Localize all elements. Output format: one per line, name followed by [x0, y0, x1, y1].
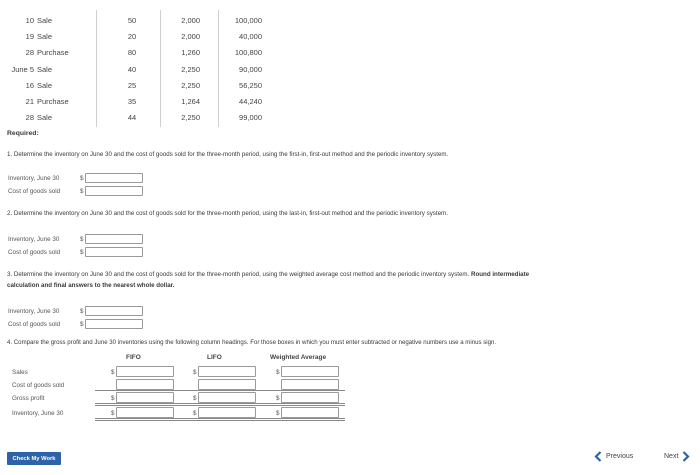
- fifo-gross-profit-input[interactable]: [116, 392, 174, 403]
- dollar-sign: $: [193, 410, 197, 417]
- cell-total: 56,250: [239, 81, 262, 90]
- dollar-sign: $: [193, 395, 197, 402]
- table-divider: [96, 10, 97, 127]
- cell-unit-cost: 2,000: [181, 16, 200, 25]
- cell-total: 44,240: [239, 97, 262, 106]
- cell-unit-cost: 1,264: [181, 97, 200, 106]
- q1-cogs-input[interactable]: [85, 186, 143, 196]
- cell-type: Sale: [37, 65, 53, 74]
- fifo-cogs-input[interactable]: [116, 379, 174, 390]
- dollar-sign: $: [80, 236, 84, 243]
- subtotal-rule: [95, 390, 345, 391]
- row-label-cogs: Cost of goods sold: [12, 382, 65, 389]
- cell-units: 20: [127, 32, 137, 41]
- previous-label: Previous: [606, 453, 634, 460]
- cell-date: 21: [25, 97, 34, 106]
- dollar-sign: $: [111, 395, 115, 402]
- cell-total: 100,000: [234, 16, 262, 25]
- q3-cogs-input[interactable]: [85, 319, 143, 329]
- q1-cogs-label: Cost of goods sold: [8, 188, 61, 195]
- dollar-sign: $: [80, 188, 84, 195]
- q1-inventory-input[interactable]: [85, 173, 143, 183]
- cell-date: June 5: [11, 65, 34, 74]
- cell-date: 28: [25, 113, 34, 122]
- question-2-text: 2. Determine the inventory on June 30 and the cost of goods sold for the three-month period, using the last-in, first-out method and the periodic inventory system.: [7, 210, 448, 217]
- q2-inventory-input[interactable]: [85, 234, 143, 244]
- chevron-right-icon: [682, 451, 690, 462]
- lifo-sales-input[interactable]: [198, 366, 256, 377]
- q3-cogs-label: Cost of goods sold: [8, 321, 61, 328]
- dollar-sign: $: [276, 369, 280, 376]
- wavg-cogs-input[interactable]: [281, 379, 339, 390]
- dollar-sign: $: [80, 175, 84, 182]
- q1-inventory-label: Inventory, June 30: [8, 175, 60, 182]
- row-label-sales: Sales: [12, 369, 28, 376]
- question-3-text-main: 3. Determine the inventory on June 30 and the cost of goods sold for the three-month period, using the weighted average cost method and the periodic inventory system.: [7, 271, 470, 278]
- cell-total: 90,000: [239, 65, 262, 74]
- cell-units: 44: [127, 113, 137, 122]
- col-head-weighted-average: Weighted Average: [270, 354, 327, 361]
- lifo-cogs-input[interactable]: [198, 379, 256, 390]
- wavg-gross-profit-input[interactable]: [281, 392, 339, 403]
- q2-cogs-input[interactable]: [85, 247, 143, 257]
- question-1-text: 1. Determine the inventory on June 30 and the cost of goods sold for the three-month period, using the first-in, first-out method and the periodic inventory system.: [7, 151, 449, 158]
- cell-unit-cost: 2,250: [181, 81, 200, 90]
- dollar-sign: $: [276, 410, 280, 417]
- cell-unit-cost: 1,260: [181, 48, 200, 57]
- cell-type: Purchase: [37, 48, 69, 57]
- next-button[interactable]: [664, 451, 690, 462]
- cell-type: Purchase: [37, 97, 69, 106]
- dollar-sign: $: [193, 369, 197, 376]
- cell-date: 19: [25, 32, 34, 41]
- previous-button[interactable]: [594, 451, 633, 462]
- lifo-inventory-input[interactable]: [198, 407, 256, 418]
- cell-type: Sale: [37, 32, 53, 41]
- col-head-fifo: FIFO: [126, 354, 141, 361]
- cell-type: Sale: [37, 81, 53, 90]
- table-divider: [160, 10, 161, 127]
- dollar-sign: $: [111, 410, 115, 417]
- table-divider: [218, 10, 219, 127]
- q3-inventory-input[interactable]: [85, 306, 143, 316]
- wavg-sales-input[interactable]: [281, 366, 339, 377]
- q2-cogs-label: Cost of goods sold: [8, 249, 61, 256]
- cell-total: 99,000: [239, 113, 262, 122]
- dollar-sign: $: [80, 249, 84, 256]
- next-label: Next: [664, 453, 679, 460]
- cell-type: Sale: [37, 113, 53, 122]
- total-double-rule: [95, 418, 345, 421]
- cell-total: 100,800: [234, 48, 262, 57]
- cell-unit-cost: 2,000: [181, 32, 200, 41]
- cell-units: 25: [127, 81, 137, 90]
- row-label-gross-profit: Gross profit: [12, 395, 45, 402]
- dollar-sign: $: [80, 308, 84, 315]
- lifo-gross-profit-input[interactable]: [198, 392, 256, 403]
- cell-date: 16: [25, 81, 34, 90]
- row-label-inventory: Inventory, June 30: [12, 410, 64, 417]
- required-heading: Required:: [7, 130, 39, 137]
- q3-inventory-label: Inventory, June 30: [8, 308, 60, 315]
- question-4-text: 4. Compare the gross profit and June 30 inventories using the following column headings. For those boxes in which you must enter subtracted or negative numbers use a minus sign.: [7, 339, 497, 346]
- fifo-sales-input[interactable]: [116, 366, 174, 377]
- cell-units: 40: [127, 65, 137, 74]
- chevron-left-icon: [594, 451, 602, 462]
- dollar-sign: $: [276, 395, 280, 402]
- cell-date: 28: [25, 48, 34, 57]
- wavg-inventory-input[interactable]: [281, 407, 339, 418]
- cell-unit-cost: 2,250: [181, 113, 200, 122]
- question-3-text-bold: Round intermediate: [471, 271, 530, 278]
- question-3-text-bold-2: calculation and final answers to the nearest whole dollar.: [7, 282, 175, 289]
- check-my-work-button[interactable]: Check My Work: [7, 452, 61, 465]
- fifo-inventory-input[interactable]: [116, 407, 174, 418]
- q2-inventory-label: Inventory, June 30: [8, 236, 60, 243]
- cell-units: 35: [127, 97, 137, 106]
- cell-date: 10: [25, 16, 34, 25]
- cell-unit-cost: 2,250: [181, 65, 200, 74]
- question-3-text: [7, 271, 529, 278]
- cell-units: 50: [127, 16, 137, 25]
- dollar-sign: $: [111, 369, 115, 376]
- cell-units: 80: [127, 48, 137, 57]
- col-head-lifo: LIFO: [207, 354, 222, 361]
- total-double-rule: [95, 403, 345, 406]
- cell-total: 40,000: [239, 32, 262, 41]
- dollar-sign: $: [80, 321, 84, 328]
- cell-type: Sale: [37, 16, 53, 25]
